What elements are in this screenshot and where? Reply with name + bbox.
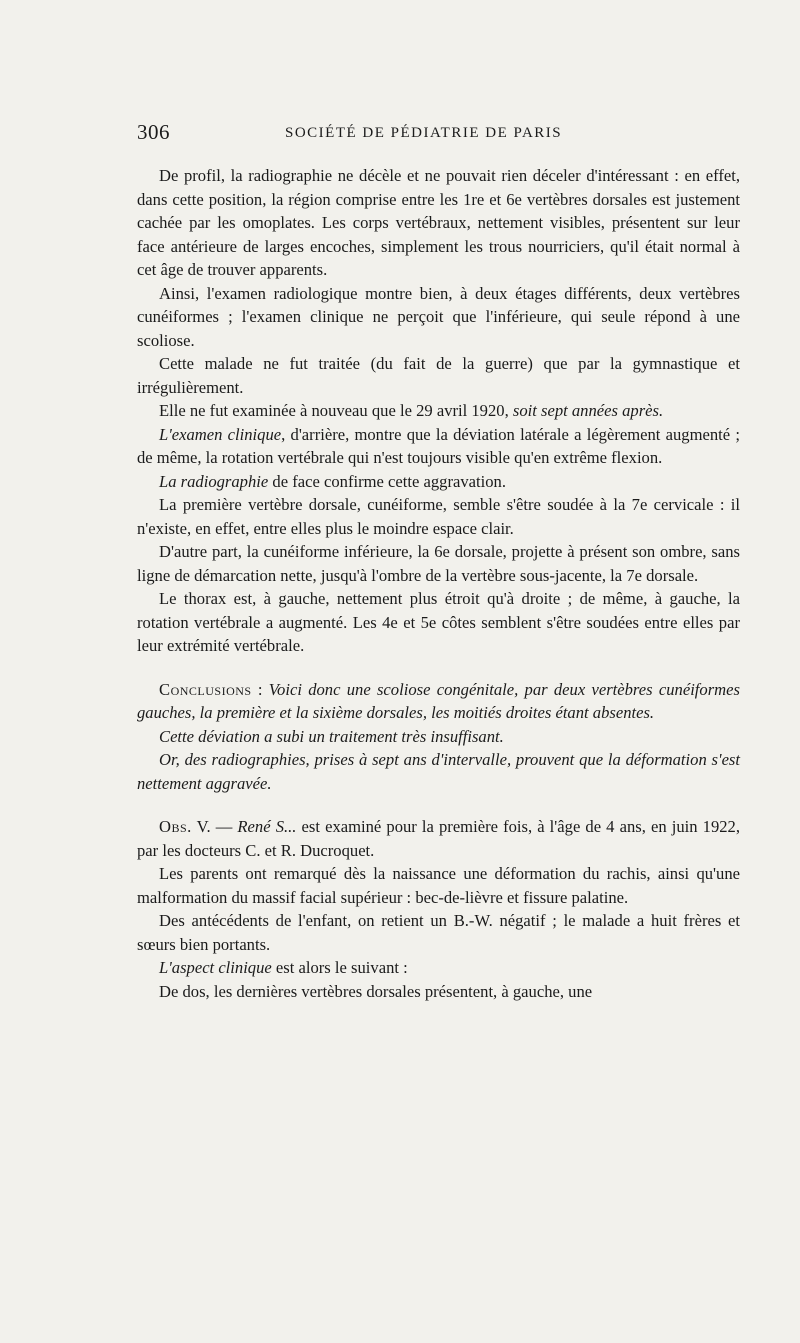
observation-paragraph [137, 815, 740, 862]
section-gap [137, 658, 740, 678]
obs-number: V. — [191, 817, 238, 836]
running-title: SOCIÉTÉ DE PÉDIATRIE DE PARIS [285, 125, 563, 141]
paragraph: La première vertèbre dorsale, cunéiforme, semble s'être soudée à la 7e cervicale : il n'existe, en effet, entre elles plus le moindre espace clair. [137, 495, 740, 538]
paragraph [137, 399, 740, 423]
paragraph: Le thorax est, à gauche, nettement plus étroit qu'à droite ; de même, à gauche, la rotation vertébrale a augmenté. Les 4e et 5e côtes semblent s'être soudées entre elles par leur extrémité vertébrale. [137, 589, 740, 655]
paragraph-text: Elle ne fut examinée à nouveau que le 29 avril 1920, [159, 401, 509, 420]
conclusions-line: Or, des radiographies, prises à sept ans d'intervalle, prouvent que la déformation s'est nettement aggravée. [137, 750, 740, 793]
paragraph: Cette malade ne fut traitée (du fait de la guerre) que par la gymnastique et irrégulièrement. [137, 354, 740, 397]
paragraph-italic: soit sept années après. [508, 401, 664, 420]
paragraph-text: de face confirme cette aggravation. [268, 471, 506, 491]
paragraph [137, 423, 740, 470]
conclusions-paragraph [137, 678, 740, 725]
body-text [137, 164, 740, 1003]
obs-text: est examiné pour la première fois, à l'âge de 4 ans, en juin 1922, par les docteurs C. et R. Ducroquet. [137, 817, 740, 860]
conclusions-label: Conclusions [159, 679, 252, 699]
paragraph-italic: La radiographie [159, 471, 269, 491]
conclusions-line: Voici donc une scoliose congénitale, par deux vertèbres cunéiformes gauches, la première et la sixième dorsales, les moitiés droites étant absentes. [137, 679, 740, 722]
paragraph [137, 470, 740, 494]
patient-name: René S... [237, 817, 297, 836]
paragraph: Les parents ont remarqué dès la naissance une déformation du rachis, ainsi qu'une malformation du massif facial supérieur : bec-de-lièvre et fissure palatine. [137, 864, 740, 907]
paragraph [137, 956, 740, 980]
conclusions-sep: : [251, 679, 269, 699]
page-header [137, 120, 740, 154]
paragraph: De dos, les dernières vertèbres dorsales présentent, à gauche, une [159, 981, 593, 1001]
page-number: 306 [137, 120, 170, 144]
paragraph: De profil, la radiographie ne décèle et ne pouvait rien déceler d'intéressant : en effet, dans cette position, la région comprise entre les 1re et 6e vertèbres dorsales est justement cachée par les omoplates. Les corps vertébraux, nettement visibles, présentent sur leur face antérieure de larges encoches, simplement les trous nourriciers, qu'il était normal à cet âge de trouver apparents. [137, 166, 740, 279]
conclusions-line: Cette déviation a subi un traitement très insuffisant. [159, 726, 504, 746]
page [137, 120, 740, 1003]
paragraph: Ainsi, l'examen radiologique montre bien, à deux étages différents, deux vertèbres cunéiformes ; l'examen clinique ne perçoit que l'inférieure, qui seule répond à une scoliose. [137, 283, 740, 350]
paragraph-text: , d'arrière, montre que la déviation latérale a légèrement augmenté ; de même, la rotation vertébrale qui n'est toujours visible qu'en extrême flexion. [137, 424, 740, 467]
paragraph-italic: L'examen clinique [159, 424, 282, 444]
section-gap [137, 795, 740, 815]
paragraph-text: est alors le suivant : [271, 958, 408, 977]
obs-label: Obs. [159, 817, 192, 836]
paragraph: D'autre part, la cunéiforme inférieure, la 6e dorsale, projette à présent son ombre, sans ligne de démarcation nette, jusqu'à l'ombre de la vertèbre sous-jacente, la 7e dorsale. [137, 542, 740, 585]
paragraph: Des antécédents de l'enfant, on retient un B.-W. négatif ; le malade a huit frères et sœurs bien portants. [137, 911, 740, 954]
paragraph-italic: L'aspect clinique [159, 958, 272, 977]
